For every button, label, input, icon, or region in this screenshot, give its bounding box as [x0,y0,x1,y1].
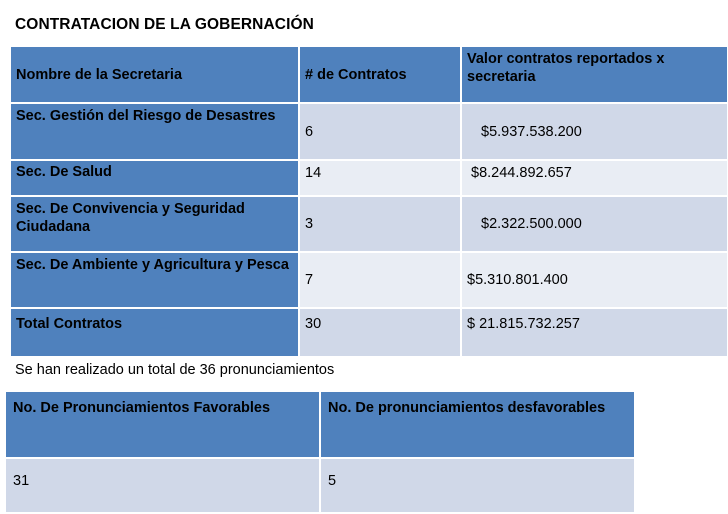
secretaria-name: Sec. Gestión del Riesgo de Desastres [10,103,299,160]
header-unfavorable: No. De pronunciamientos desfavorables [320,391,635,458]
table-row [5,458,635,513]
table-row [10,252,728,308]
contract-count: 6 [299,103,461,160]
table-row-total [10,308,728,357]
contract-value: $8.244.892.657 [461,160,728,196]
table-row [10,160,728,196]
unfavorable-count: 5 [320,458,635,513]
secretaria-name: Sec. De Ambiente y Agricultura y Pesca [10,252,299,308]
contract-value: $5.937.538.200 [461,103,728,160]
pronouncements-summary: Se han realizado un total de 36 pronunciamientos [15,362,335,378]
pronouncements-header-row [5,391,635,458]
favorable-count: 31 [5,458,320,513]
total-contract-value: $ 21.815.732.257 [461,308,728,357]
contract-count: 14 [299,160,461,196]
header-contract-count: # de Contratos [299,46,461,103]
header-favorable: No. De Pronunciamientos Favorables [5,391,320,458]
pronouncements-table [4,390,636,514]
contract-count: 7 [299,252,461,308]
header-secretaria-name: Nombre de la Secretaria [10,46,299,103]
contract-value: $5.310.801.400 [461,252,728,308]
header-contract-value: Valor contratos reportados x secretaria [461,46,728,103]
secretaria-name: Sec. De Convivencia y Seguridad Ciudadana [10,196,299,252]
total-label: Total Contratos [10,308,299,357]
document-title: CONTRATACION DE LA GOBERNACIÓN [15,16,314,33]
contracts-table-header-row [10,46,728,103]
secretaria-name: Sec. De Salud [10,160,299,196]
contracts-table [9,45,728,358]
contract-count: 3 [299,196,461,252]
table-row [10,196,728,252]
contract-value: $2.322.500.000 [461,196,728,252]
table-row [10,103,728,160]
total-contract-count: 30 [299,308,461,357]
